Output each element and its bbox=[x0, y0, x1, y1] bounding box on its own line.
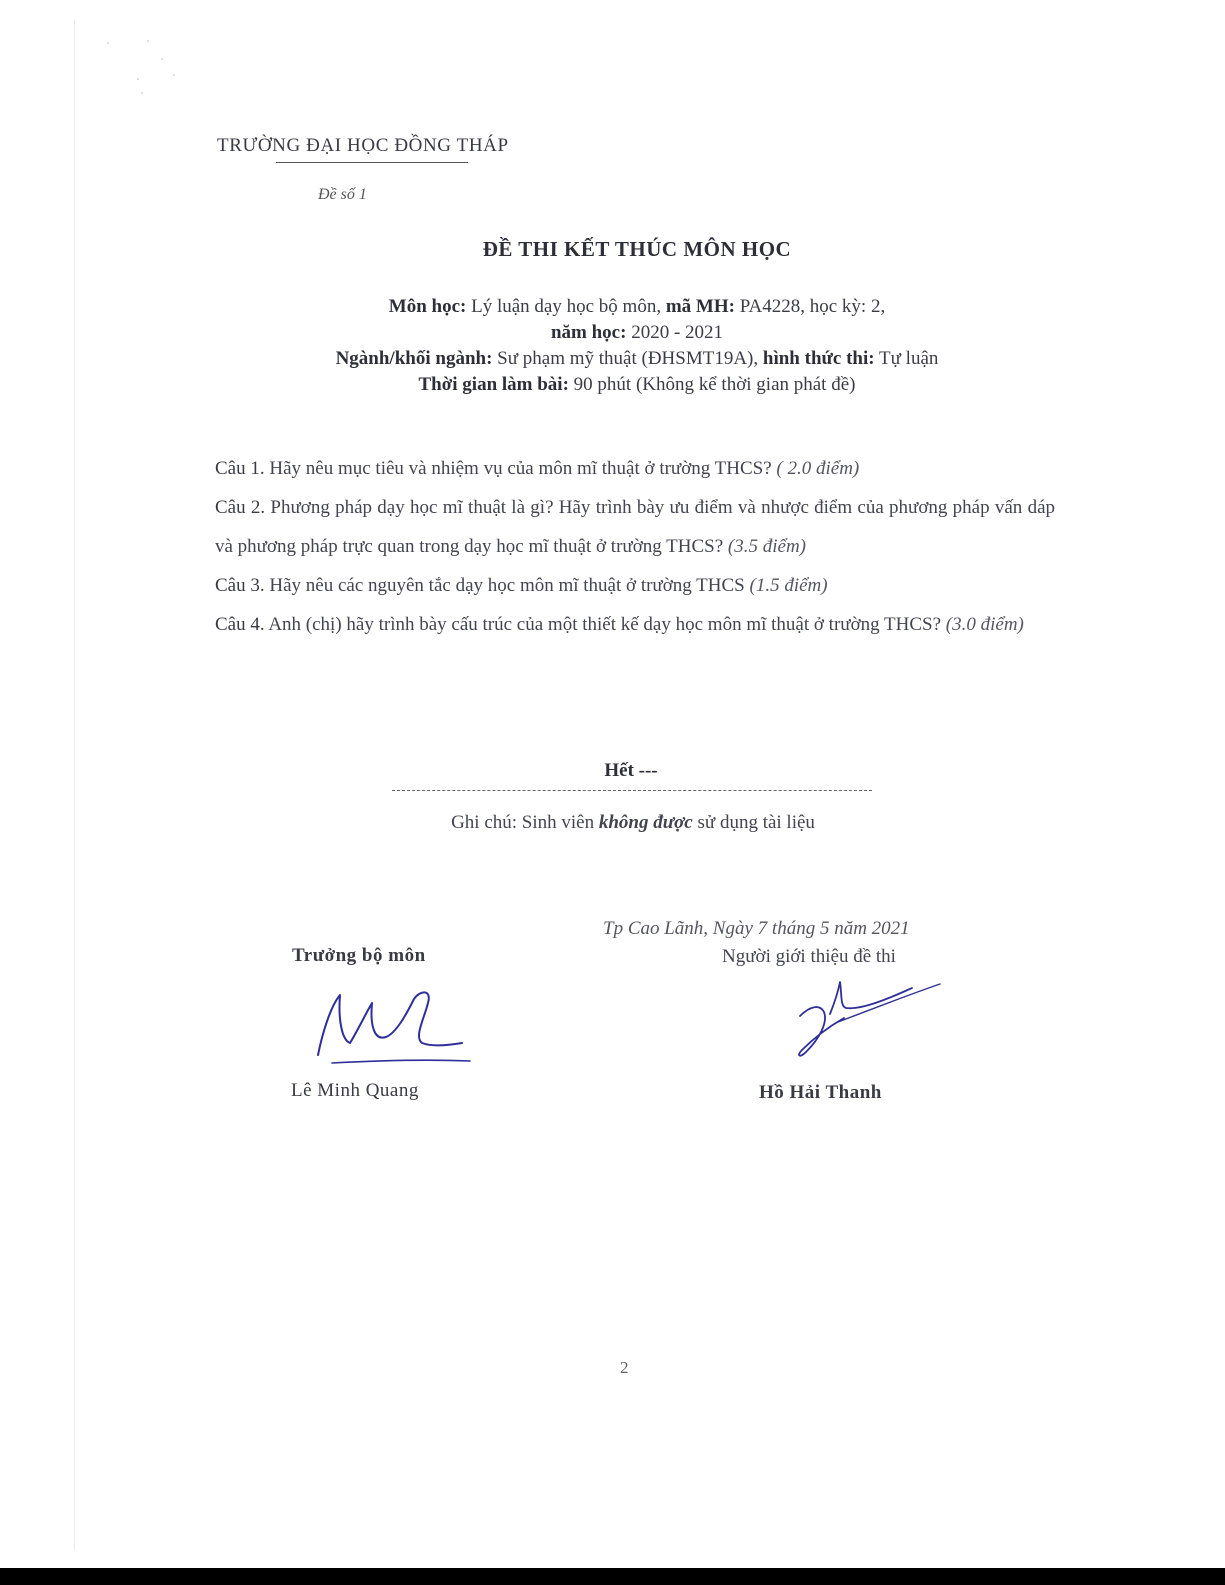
semester-text: học kỳ: 2, bbox=[809, 296, 886, 317]
note-prefix: Ghi chú: Sinh viên bbox=[451, 812, 595, 833]
major-label: Ngành/khối ngành: bbox=[335, 348, 493, 369]
scan-bottom-bar bbox=[0, 1568, 1225, 1585]
signature-right bbox=[790, 968, 950, 1063]
info-year-line bbox=[0, 322, 1225, 344]
question-label: Câu 3. bbox=[215, 575, 265, 596]
scan-specks bbox=[100, 35, 180, 105]
form-label: hình thức thi: bbox=[762, 348, 875, 369]
page-number: 2 bbox=[620, 1358, 629, 1377]
major-value: Sư phạm mỹ thuật (ĐHSMT19A), bbox=[497, 348, 759, 369]
exam-author-name: Hồ Hải Thanh bbox=[759, 1082, 882, 1103]
info-major-line bbox=[0, 348, 1225, 370]
note-emphasis: không được bbox=[598, 812, 693, 833]
head-of-department-name: Lê Minh Quang bbox=[291, 1080, 419, 1101]
time-value: 90 phút (Không kể thời gian phát đề) bbox=[573, 374, 856, 395]
subject-value: Lý luận dạy học bộ môn, bbox=[471, 296, 662, 317]
place-date: Tp Cao Lãnh, Ngày 7 tháng 5 năm 2021 bbox=[603, 918, 910, 939]
info-time-line bbox=[0, 374, 1225, 396]
page-title: ĐỀ THI KẾT THÚC MÔN HỌC bbox=[482, 237, 792, 261]
subject-label: Môn học: bbox=[388, 296, 467, 317]
question-label: Câu 1. bbox=[215, 458, 265, 479]
question-points: ( 2.0 điểm) bbox=[776, 458, 860, 479]
question-item bbox=[215, 449, 1055, 488]
question-points: (3.0 điểm) bbox=[945, 614, 1024, 635]
code-value: PA4228, bbox=[739, 296, 805, 317]
question-text: Phương pháp dạy học mĩ thuật là gì? Hãy trình bày ưu điểm và nhược điểm của phương pháp vấn dáp và phương pháp trực quan trong dạy học mĩ thuật ở trường THCS? bbox=[215, 497, 1056, 557]
question-item bbox=[215, 488, 1055, 566]
info-subject-line bbox=[0, 296, 1225, 318]
question-label: Câu 2. bbox=[215, 497, 266, 518]
school-underline bbox=[276, 162, 468, 163]
head-of-department-role: Trưởng bộ môn bbox=[292, 945, 426, 966]
question-label: Câu 4. bbox=[215, 614, 265, 635]
question-text: Hãy nêu mục tiêu và nhiệm vụ của môn mĩ thuật ở trường THCS? bbox=[269, 458, 772, 479]
time-label: Thời gian làm bài: bbox=[418, 374, 569, 395]
year-value: 2020 - 2021 bbox=[631, 322, 724, 343]
note-line bbox=[0, 812, 1225, 834]
dashed-divider bbox=[392, 790, 872, 791]
question-points: (1.5 điểm) bbox=[749, 575, 828, 596]
question-text: Anh (chị) hãy trình bày cấu trúc của một thiết kế dạy học môn mĩ thuật ở trường THCS? bbox=[268, 614, 942, 635]
question-text: Hãy nêu các nguyên tắc dạy học môn mĩ thuật ở trường THCS bbox=[269, 575, 745, 596]
form-value: Tự luận bbox=[879, 348, 939, 369]
signature-left bbox=[310, 985, 480, 1070]
code-label: mã MH: bbox=[665, 296, 735, 317]
exam-number: Đề số 1 bbox=[318, 186, 367, 203]
question-list bbox=[215, 449, 1055, 644]
question-item bbox=[215, 566, 1055, 605]
school-name: TRƯỜNG ĐẠI HỌC ĐỒNG THÁP bbox=[217, 135, 509, 156]
year-label: năm học: bbox=[550, 322, 627, 343]
question-item bbox=[215, 605, 1055, 644]
exam-author-role: Người giới thiệu đề thi bbox=[722, 946, 896, 967]
question-points: (3.5 điểm) bbox=[727, 536, 807, 557]
end-marker: Hết --- bbox=[604, 760, 658, 781]
note-suffix: sử dụng tài liệu bbox=[697, 812, 815, 833]
